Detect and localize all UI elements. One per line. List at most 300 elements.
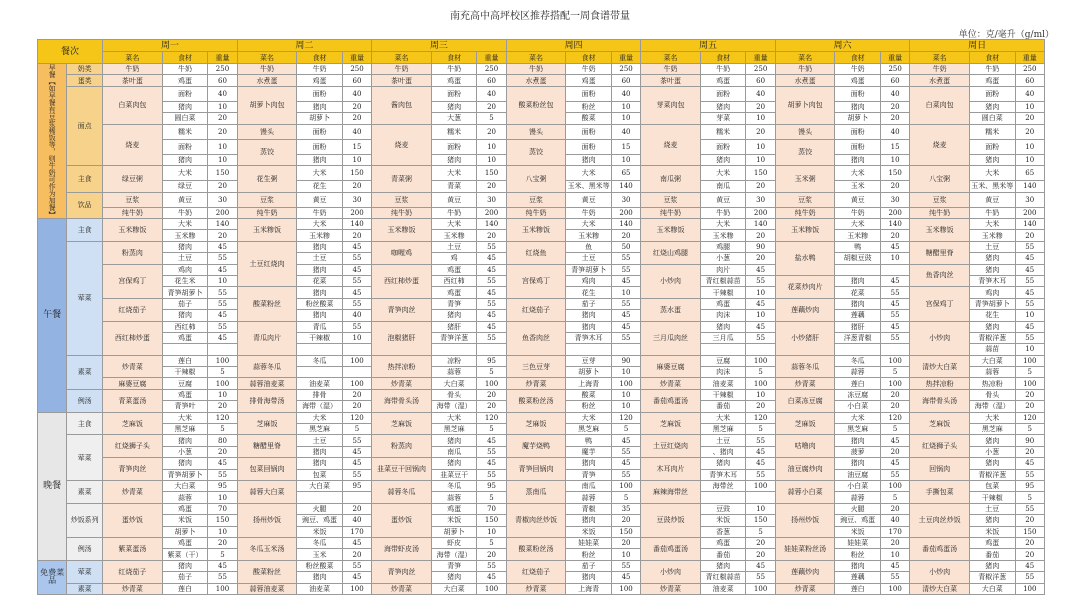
weight: 20 xyxy=(880,113,909,124)
dish-name: 胡萝卜肉包 xyxy=(775,86,835,124)
ingredient: 猪肉 xyxy=(700,560,746,571)
dish-name: 炒青菜 xyxy=(506,378,566,389)
weight: 5 xyxy=(880,492,909,503)
ingredient xyxy=(297,492,343,503)
weight: 55 xyxy=(746,572,775,583)
table-row xyxy=(38,412,1045,423)
dish-name: 牛奶 xyxy=(775,64,835,75)
weight: 15 xyxy=(342,139,371,154)
dish-name: 炒青菜 xyxy=(775,378,835,389)
dish-name: 白菜冻豆腐 xyxy=(775,389,835,412)
ingredient: 油麦菜 xyxy=(700,583,746,594)
weight: 100 xyxy=(880,480,909,491)
weight: 10 xyxy=(342,154,371,165)
ingredient: 豌豆、鸡蛋 xyxy=(297,515,343,526)
ingredient: 牛奶 xyxy=(297,64,343,75)
dish-name: 水煮蛋 xyxy=(910,75,970,86)
ingredient: 大白菜 xyxy=(969,355,1015,366)
dish-name: 娃娃菜粉丝汤 xyxy=(775,537,835,560)
ingredient: 青椒 xyxy=(566,503,612,514)
dish-name: 青笋肉丝 xyxy=(103,458,163,481)
weight: 10 xyxy=(477,526,506,537)
weight: 10 xyxy=(208,154,237,165)
ingredient: 大白菜 xyxy=(431,378,477,389)
dish-name: 纯牛奶 xyxy=(641,207,701,218)
category-label: 主食 xyxy=(67,412,103,435)
weight: 55 xyxy=(208,298,237,309)
ingredient: 大米 xyxy=(431,219,477,230)
weight: 120 xyxy=(746,412,775,423)
dish-name: 扬州炒饭 xyxy=(237,503,297,537)
weight: 65 xyxy=(611,166,640,181)
dish-name: 豆浆 xyxy=(910,192,970,207)
weight: 45 xyxy=(342,264,371,275)
dish-name: 豆浆 xyxy=(641,192,701,207)
ingredient: 豆豉 xyxy=(700,503,746,514)
ingredient: 胡萝卜 xyxy=(297,113,343,124)
category-label: 饮品 xyxy=(67,192,103,218)
weight: 10 xyxy=(1015,310,1045,321)
weight: 140 xyxy=(1015,219,1045,230)
ingredient: 糯米 xyxy=(969,124,1015,139)
ingredient: 玉米、黑米等 xyxy=(971,182,1014,191)
ingredient: 青笋洋葱 xyxy=(431,332,477,343)
weight: 20 xyxy=(342,503,371,514)
table-row xyxy=(38,241,1045,252)
weight: 10 xyxy=(208,275,237,286)
ingredient: 面粉 xyxy=(566,86,612,101)
ingredient: 猪肉 xyxy=(969,101,1015,112)
weight: 200 xyxy=(880,207,909,218)
weight xyxy=(746,344,775,355)
ingredient: 青椒洋葱 xyxy=(969,469,1015,480)
category-label: 面点 xyxy=(67,86,103,165)
weight: 55 xyxy=(746,332,775,343)
dish-name: 牛奶 xyxy=(237,64,297,75)
dish-name: 油豆腐炒肉 xyxy=(775,458,835,481)
dish-name: 麻婆豆腐 xyxy=(103,378,163,389)
ingredient: 肉沫 xyxy=(700,367,746,378)
ingredient: 大米 xyxy=(297,412,343,423)
dish-name: 热拌凉粉 xyxy=(372,355,432,378)
table-row xyxy=(38,192,1045,207)
day-header: 周六 xyxy=(775,40,910,52)
weight: 55 xyxy=(611,560,640,571)
weight: 95 xyxy=(208,480,237,491)
weight: 60 xyxy=(477,75,506,86)
weight: 55 xyxy=(342,435,371,446)
ingredient: 猪肉 xyxy=(566,458,612,469)
dish-name: 纯牛奶 xyxy=(506,207,566,218)
weight: 55 xyxy=(611,253,640,264)
weight: 20 xyxy=(746,101,775,112)
ingredient: 猪肉 xyxy=(835,458,881,469)
ingredient: 茄子 xyxy=(162,572,208,583)
ingredient: 紫菜（干） xyxy=(162,549,208,560)
weight: 90 xyxy=(1015,435,1045,446)
meal-label: 午餐 xyxy=(38,219,67,413)
column-header: 食材 xyxy=(700,52,746,64)
column-header: 菜名 xyxy=(103,52,163,64)
ingredient: 青菜 xyxy=(431,181,477,192)
weight xyxy=(477,344,506,355)
weight: 20 xyxy=(880,389,909,400)
weight: 5 xyxy=(611,492,640,503)
category-label: 主食 xyxy=(67,219,103,242)
ingredient: 干辣椒 xyxy=(297,332,343,343)
weight: 100 xyxy=(1015,378,1045,389)
dish-name: 牛奶 xyxy=(910,64,970,75)
weight: 40 xyxy=(342,310,371,321)
weight: 250 xyxy=(342,64,371,75)
weight: 20 xyxy=(477,549,506,560)
dish-name: 玉米糁饭 xyxy=(775,219,835,242)
weight: 10 xyxy=(477,139,506,154)
ingredient: 鸡肉 xyxy=(162,264,208,275)
ingredient: 米饭 xyxy=(297,526,343,537)
ingredient: 凉粉 xyxy=(431,355,477,366)
ingredient: 火腿 xyxy=(835,503,881,514)
ingredient: 牛奶 xyxy=(969,207,1015,218)
column-header: 重量 xyxy=(208,52,237,64)
table-row xyxy=(38,321,1045,332)
weight: 40 xyxy=(880,124,909,139)
weight: 55 xyxy=(1015,503,1045,514)
category-label: 主食 xyxy=(67,166,103,192)
dish-name: 蒜蓉油麦菜 xyxy=(237,583,297,594)
dish-name: 莲藕炒肉 xyxy=(775,298,835,321)
dish-name: 酸菜粉丝 xyxy=(237,560,297,583)
weight: 100 xyxy=(880,378,909,389)
dish-name: 蒸饺 xyxy=(506,139,566,165)
table-row xyxy=(38,166,1045,181)
ingredient: 玉米糁 xyxy=(297,230,343,241)
weight: 20 xyxy=(208,113,237,124)
ingredient: 猪肉 xyxy=(835,298,881,309)
weight: 55 xyxy=(880,332,909,343)
ingredient: 南瓜 xyxy=(431,446,477,457)
dish-name: 酸菜粉丝 xyxy=(237,287,297,321)
dish-name: 白菜肉包 xyxy=(103,86,163,124)
weight: 10 xyxy=(746,389,775,400)
dish-name: 咖喱鸡 xyxy=(372,241,432,264)
weight: 55 xyxy=(208,572,237,583)
ingredient: 黑芝麻 xyxy=(431,424,477,435)
ingredient: 鸡蛋 xyxy=(566,75,612,86)
weight: 60 xyxy=(746,75,775,86)
ingredient: 猪肉 xyxy=(431,458,477,469)
dish-name: 蛋炒饭 xyxy=(372,503,432,537)
ingredient: 火腿 xyxy=(297,503,343,514)
dish-name: 糖醋里脊 xyxy=(910,241,970,264)
weight: 95 xyxy=(1015,480,1045,491)
dish-name: 魔芋烧鸭 xyxy=(506,435,566,458)
weight: 40 xyxy=(611,124,640,139)
dish-name: 冬瓜玉米汤 xyxy=(237,537,297,560)
ingredient: 大米 xyxy=(297,219,343,230)
ingredient: 青笋胡萝卜 xyxy=(162,287,208,298)
ingredient: 花生 xyxy=(297,181,343,192)
weight: 45 xyxy=(342,537,371,548)
dish-name: 蒸饺 xyxy=(775,139,835,165)
dish-name: 八宝粥 xyxy=(506,166,566,192)
ingredient: 肉沫 xyxy=(700,310,746,321)
weight: 200 xyxy=(746,207,775,218)
dish-name: 排骨海带汤 xyxy=(237,389,297,412)
weight: 5 xyxy=(477,424,506,435)
dish-name: 茶叶蛋 xyxy=(103,75,163,86)
weight: 20 xyxy=(342,549,371,560)
weight: 20 xyxy=(880,503,909,514)
weight: 55 xyxy=(342,560,371,571)
weight: 20 xyxy=(611,230,640,241)
ingredient: 青笋 xyxy=(566,469,612,480)
weight: 20 xyxy=(342,401,371,412)
weight: 45 xyxy=(880,298,909,309)
weight: 10 xyxy=(611,113,640,124)
column-header: 食材 xyxy=(566,52,612,64)
weight: 5 xyxy=(1015,424,1045,435)
dish-name: 回锅肉 xyxy=(910,458,970,481)
weight: 45 xyxy=(477,253,506,264)
ingredient: 粉丝 xyxy=(566,101,612,112)
dish-name: 炒青菜 xyxy=(372,583,432,594)
weight: 20 xyxy=(342,230,371,241)
weight: 45 xyxy=(477,321,506,332)
dish-name: 蒜蓉冬瓜 xyxy=(775,355,835,378)
dish-name: 番茄鸡蛋汤 xyxy=(910,537,970,560)
ingredient: 猪肉 xyxy=(297,264,343,275)
weight: 15 xyxy=(880,139,909,154)
weight: 55 xyxy=(746,469,775,480)
dish-name: 莲藕炒肉 xyxy=(775,560,835,583)
dish-name: 鱼香肉丝 xyxy=(506,321,566,355)
ingredient: 胡萝卜 xyxy=(431,526,477,537)
weight: 10 xyxy=(611,367,640,378)
weight: 55 xyxy=(477,332,506,343)
ingredient: 蒜蓉 xyxy=(431,367,477,378)
ingredient: 猪肉 xyxy=(969,321,1015,332)
ingredient: 小葱 xyxy=(969,446,1015,457)
dish-name: 蒸饺 xyxy=(237,139,297,165)
dish-name: 胡萝卜肉包 xyxy=(237,86,297,124)
weight: 95 xyxy=(477,480,506,491)
ingredient: 大白菜 xyxy=(431,583,477,594)
weight: 150 xyxy=(208,166,237,181)
dish-name: 麻辣海带丝 xyxy=(641,480,701,503)
ingredient: 大米 xyxy=(969,166,1015,181)
weight: 100 xyxy=(746,480,775,491)
ingredient: 大米 xyxy=(566,412,612,423)
ingredient: 大米 xyxy=(835,219,881,230)
table-row xyxy=(38,355,1045,366)
weight: 55 xyxy=(477,469,506,480)
ingredient: 大白菜 xyxy=(297,480,343,491)
ingredient: 娃娃菜 xyxy=(835,537,881,548)
ingredient: 粉丝酸菜 xyxy=(297,560,343,571)
ingredient: 青笋胡萝卜 xyxy=(969,298,1015,309)
ingredient: 猪肉 xyxy=(700,154,746,165)
ingredient: 海带（湿） xyxy=(431,549,477,560)
weight: 100 xyxy=(477,378,506,389)
weight: 100 xyxy=(342,583,371,594)
weight: 60 xyxy=(1015,75,1045,86)
dish-name: 豆浆 xyxy=(775,192,835,207)
weight: 45 xyxy=(208,332,237,343)
dish-name: 玉米粥 xyxy=(775,166,835,192)
ingredient: 黄豆 xyxy=(297,192,343,207)
ingredient: 莲白 xyxy=(162,355,208,366)
weight: 100 xyxy=(746,583,775,594)
weight: 200 xyxy=(477,207,506,218)
column-header: 食材 xyxy=(969,52,1015,64)
ingredient: 青笋木耳 xyxy=(700,469,746,480)
weight: 45 xyxy=(880,241,909,252)
ingredient: 猪肉 xyxy=(431,154,477,165)
ingredient: 猪肉 xyxy=(297,241,343,252)
ingredient: 韭菜豆干 xyxy=(431,469,477,480)
weight: 45 xyxy=(746,321,775,332)
dish-name: 粉蒸肉 xyxy=(103,241,163,264)
dish-name: 牛奶 xyxy=(641,64,701,75)
weight: 100 xyxy=(880,355,909,366)
dish-name: 青笋肉丝 xyxy=(372,298,432,321)
weight: 100 xyxy=(342,355,371,366)
ingredient: 猪肉 xyxy=(431,572,477,583)
ingredient: 猪肉 xyxy=(566,310,612,321)
weight: 100 xyxy=(611,480,640,491)
ingredient: 豆腐 xyxy=(700,355,746,366)
ingredient: 猪肉 xyxy=(162,154,208,165)
dish-name: 手撕包菜 xyxy=(910,480,970,503)
weight: 55 xyxy=(477,560,506,571)
weight: 5 xyxy=(477,113,506,124)
ingredient: 黄豆 xyxy=(162,192,208,207)
ingredient: 鸡腿 xyxy=(700,241,746,252)
ingredient: 猪肉 xyxy=(835,154,881,165)
ingredient: 土豆 xyxy=(162,253,208,264)
ingredient: 豆芽 xyxy=(566,355,612,366)
ingredient: 肉片 xyxy=(700,264,746,275)
weight: 100 xyxy=(611,378,640,389)
ingredient: 黄豆 xyxy=(700,192,746,207)
ingredient: 冬瓜 xyxy=(835,355,881,366)
weight: 150 xyxy=(746,166,775,181)
weight: 55 xyxy=(208,287,237,298)
weight: 170 xyxy=(342,526,371,537)
ingredient: 干辣椒 xyxy=(969,492,1015,503)
weight: 45 xyxy=(880,275,909,286)
dish-name: 咕噜肉 xyxy=(775,435,835,458)
weight: 60 xyxy=(208,75,237,86)
dish-name: 宫保鸡丁 xyxy=(103,264,163,298)
ingredient: 猪肉 xyxy=(297,458,343,469)
ingredient: 玉米糁 xyxy=(431,230,477,241)
ingredient: 猪肉 xyxy=(835,101,881,112)
ingredient: 黑芝麻 xyxy=(969,424,1015,435)
ingredient: 绿豆 xyxy=(162,181,208,192)
weight: 20 xyxy=(1015,537,1045,548)
ingredient: 大米 xyxy=(297,166,343,181)
dish-name: 芝麻饭 xyxy=(910,412,970,435)
ingredient: 青笋 xyxy=(431,298,477,309)
ingredient: 南瓜 xyxy=(566,480,612,491)
weight: 5 xyxy=(208,549,237,560)
weight: 55 xyxy=(880,310,909,321)
ingredient: 青笋木耳 xyxy=(566,332,612,343)
weight: 120 xyxy=(342,412,371,423)
dish-name: 粉蒸肉 xyxy=(372,435,432,458)
ingredient: 青椒洋葱 xyxy=(969,572,1015,583)
dish-name: 紫菜蛋汤 xyxy=(103,537,163,560)
weight: 55 xyxy=(1015,275,1045,286)
weight: 140 xyxy=(880,219,909,230)
ingredient: 圆白菜 xyxy=(162,113,208,124)
ingredient: 海带（湿） xyxy=(297,401,343,412)
dish-name: 芽菜肉包 xyxy=(641,86,701,124)
ingredient: 玉米 xyxy=(297,549,343,560)
dish-name: 蒜蓉大白菜 xyxy=(237,480,297,503)
dish-name: 蒸南瓜 xyxy=(506,480,566,503)
ingredient: 粉丝酸菜 xyxy=(297,298,343,309)
ingredient: 猪肉 xyxy=(969,253,1015,264)
ingredient: 青红椒蒜苗 xyxy=(700,572,746,583)
ingredient: 上海青 xyxy=(566,378,612,389)
weight: 20 xyxy=(477,401,506,412)
dish-name: 馒头 xyxy=(237,124,297,139)
weight: 120 xyxy=(208,412,237,423)
weight: 55 xyxy=(880,287,909,298)
ingredient: 牛奶 xyxy=(431,64,477,75)
weight: 45 xyxy=(208,560,237,571)
weight: 10 xyxy=(746,113,775,124)
ingredient: 鸡蛋 xyxy=(700,298,746,309)
ingredient: 酸菜 xyxy=(566,389,612,400)
weight: 50 xyxy=(611,241,640,252)
ingredient: 、猪肉 xyxy=(700,446,746,457)
weight: 30 xyxy=(746,192,775,207)
dish-name: 牛奶 xyxy=(372,64,432,75)
ingredient: 鸡蛋 xyxy=(162,75,208,86)
dish-name: 海带虾皮汤 xyxy=(372,537,432,560)
ingredient: 牛奶 xyxy=(162,207,208,218)
weight: 10 xyxy=(880,154,909,165)
ingredient: 猪肉 xyxy=(566,572,612,583)
weight: 55 xyxy=(746,275,775,286)
weight: 100 xyxy=(1015,355,1045,366)
weight: 20 xyxy=(208,181,237,192)
category-label: 奶类 xyxy=(67,64,103,75)
dish-name: 玉米糁饭 xyxy=(506,219,566,242)
meal-label: 早餐【如早餐有豆浆稀饭等，则牛奶可作为加餐】 xyxy=(38,64,67,219)
ingredient: 牛奶 xyxy=(297,207,343,218)
ingredient: 鸭 xyxy=(835,241,881,252)
weight: 30 xyxy=(880,192,909,207)
weight: 40 xyxy=(208,86,237,101)
dish-name: 小炒猪肝 xyxy=(775,321,835,355)
weight: 140 xyxy=(477,219,506,230)
dish-name: 韭菜豆干回锅肉 xyxy=(372,458,432,481)
weight: 95 xyxy=(477,355,506,366)
weight: 140 xyxy=(746,219,775,230)
weight: 5 xyxy=(746,424,775,435)
ingredient: 猪肉 xyxy=(700,458,746,469)
meal-label: 免费菜品 xyxy=(38,560,67,594)
dish-name: 玉米糁饭 xyxy=(910,219,970,242)
dish-name: 宫保鸡丁 xyxy=(910,287,970,321)
weight: 45 xyxy=(746,298,775,309)
weight: 20 xyxy=(342,389,371,400)
